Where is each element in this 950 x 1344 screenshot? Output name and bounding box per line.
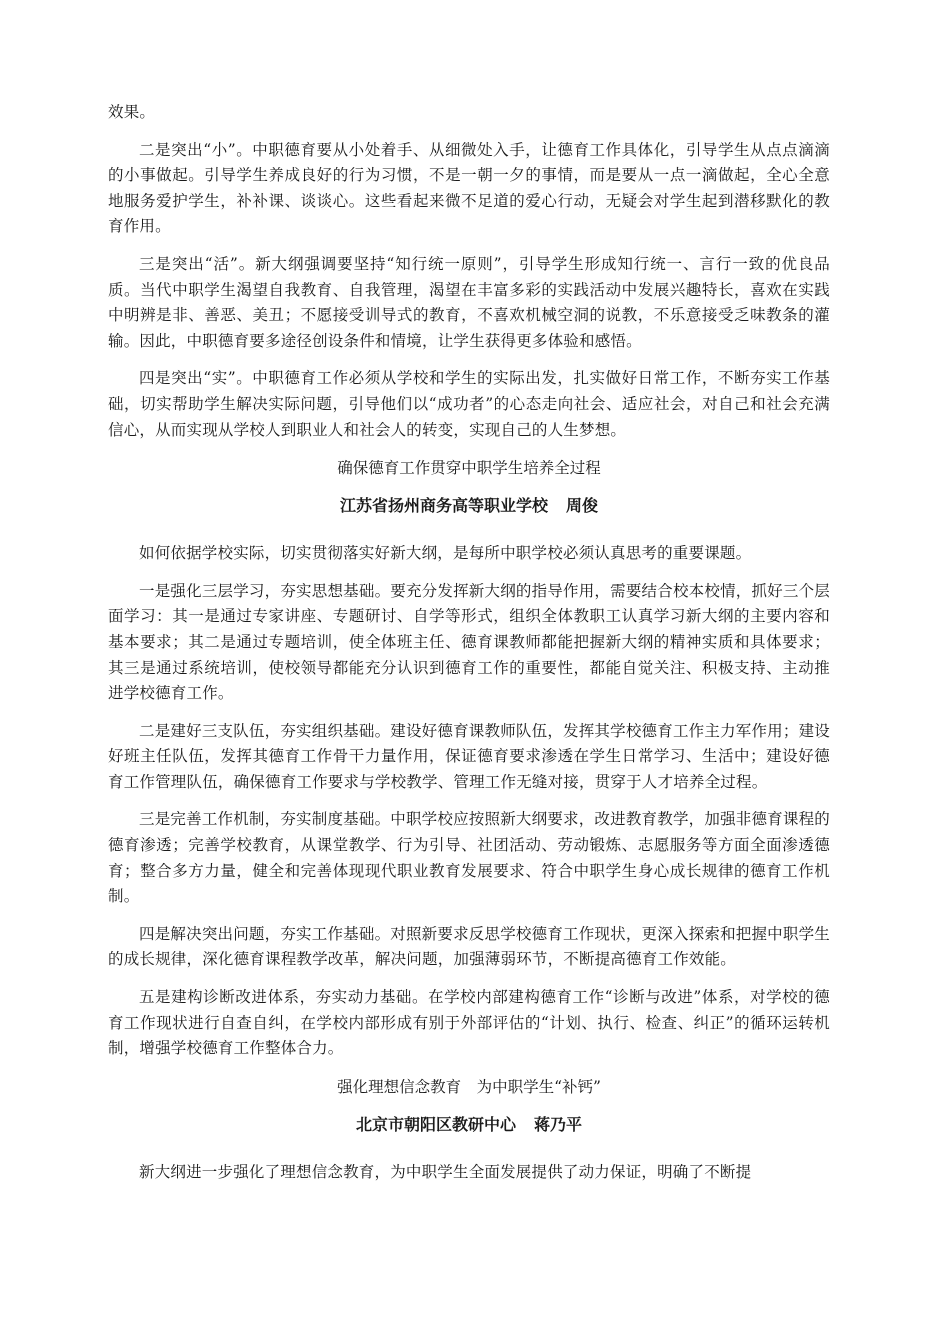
author-organization: 北京市朝阳区教研中心: [355, 1114, 516, 1134]
article-author: [108, 493, 830, 519]
paragraph: 新大纲进一步强化了理想信念教育，为中职学生全面发展提供了动力保证，明确了不断提: [139, 1162, 752, 1181]
article-title: 强化理想信念教育 为中职学生“补钙”: [337, 1077, 601, 1096]
paragraph: 四是解决突出问题，夯实工作基础。对照新要求反思学校德育工作现状，更深入探索和把握中职学生的成长规律，深化德育课程教学改革，解决问题，加强薄弱环节，不断提高德育工作效能。: [108, 924, 830, 969]
author-name: 周俊: [566, 496, 599, 516]
author-name: 蒋乃平: [534, 1114, 583, 1134]
paragraph: 五是建构诊断改进体系，夯实动力基础。在学校内部建构德育工作“诊断与改进”体系，对学校的德育工作现状进行自查自纠，在学校内部形成有别于外部评估的“计划、执行、检查、纠正”的循环运转机制，增强学校德育工作整体合力。: [108, 988, 830, 1058]
document-page: [108, 100, 830, 1185]
paragraph: 一是强化三层学习，夯实思想基础。要充分发挥新大纲的指导作用，需要结合校本校情，抓好三个层面学习：其一是通过专家讲座、专题研讨、自学等形式，组织全体教职工认真学习新大纲的主要内容和基本要求；其二是通过专题培训，使全体班主任、德育课教师都能把握新大纲的精神实质和具体要求；其三是通过系统培训，使校领导都能充分认识到德育工作的重要性，都能自觉关注、积极支持、主动推进学校德育工作。: [108, 581, 830, 703]
paragraph: 二是建好三支队伍，夯实组织基础。建设好德育课教师队伍，发挥其学校德育工作主力军作用；建设好班主任队伍，发挥其德育工作骨干力量作用，保证德育要求渗透在学生日常学习、生活中；建设好德育工作管理队伍，确保德育工作要求与学校教学、管理工作无缝对接，贯穿于人才培养全过程。: [108, 721, 830, 791]
paragraph: 如何依据学校实际，切实贯彻落实好新大纲，是每所中职学校必须认真思考的重要课题。: [139, 544, 752, 563]
article-author: [108, 1112, 830, 1138]
paragraph: 二是突出“小”。中职德育要从小处着手、从细微处入手，让德育工作具体化，引导学生从点点滴滴的小事做起。引导学生养成良好的行为习惯，不是一朝一夕的事情，而是要从一点一滴做起，全心全意地服务爱护学生，补补课、谈谈心。这些看起来微不足道的爱心行动，无疑会对学生起到潜移默化的教育作用。: [108, 140, 830, 236]
paragraph: 四是突出“实”。中职德育工作必须从学校和学生的实际出发，扎实做好日常工作，不断夯实工作基础，切实帮助学生解决实际问题，引导他们以“成功者”的心态走向社会、适应社会，对自己和社会充满信心，从而实现从学校人到职业人和社会人的转变，实现自己的人生梦想。: [108, 369, 830, 439]
article-title: 确保德育工作贯穿中职学生培养全过程: [337, 459, 601, 478]
paragraph-continuation: 效果。: [108, 103, 156, 121]
paragraph: 三是完善工作机制，夯实制度基础。中职学校应按照新大纲要求，改进教育教学，加强非德育课程的德育渗透；完善学校教育，从课堂教学、行为引导、社团活动、劳动锻炼、志愿服务等方面全面渗透德育；整合多方力量，健全和完善体现现代职业教育发展要求、符合中职学生身心成长规律的德育工作机制。: [108, 810, 830, 906]
paragraph: 三是突出“活”。新大纲强调要坚持“知行统一原则”，引导学生形成知行统一、言行一致的优良品质。当代中职学生渴望自我教育、自我管理，渴望在丰富多彩的实践活动中发展兴趣特长，喜欢在实践中明辨是非、善恶、美丑；不愿接受训导式的教育，不喜欢机械空洞的说教，不乐意接受乏味教条的灌输。因此，中职德育要多途径创设条件和情境，让学生获得更多体验和感悟。: [108, 254, 830, 350]
author-organization: 江苏省扬州商务高等职业学校: [339, 496, 548, 516]
